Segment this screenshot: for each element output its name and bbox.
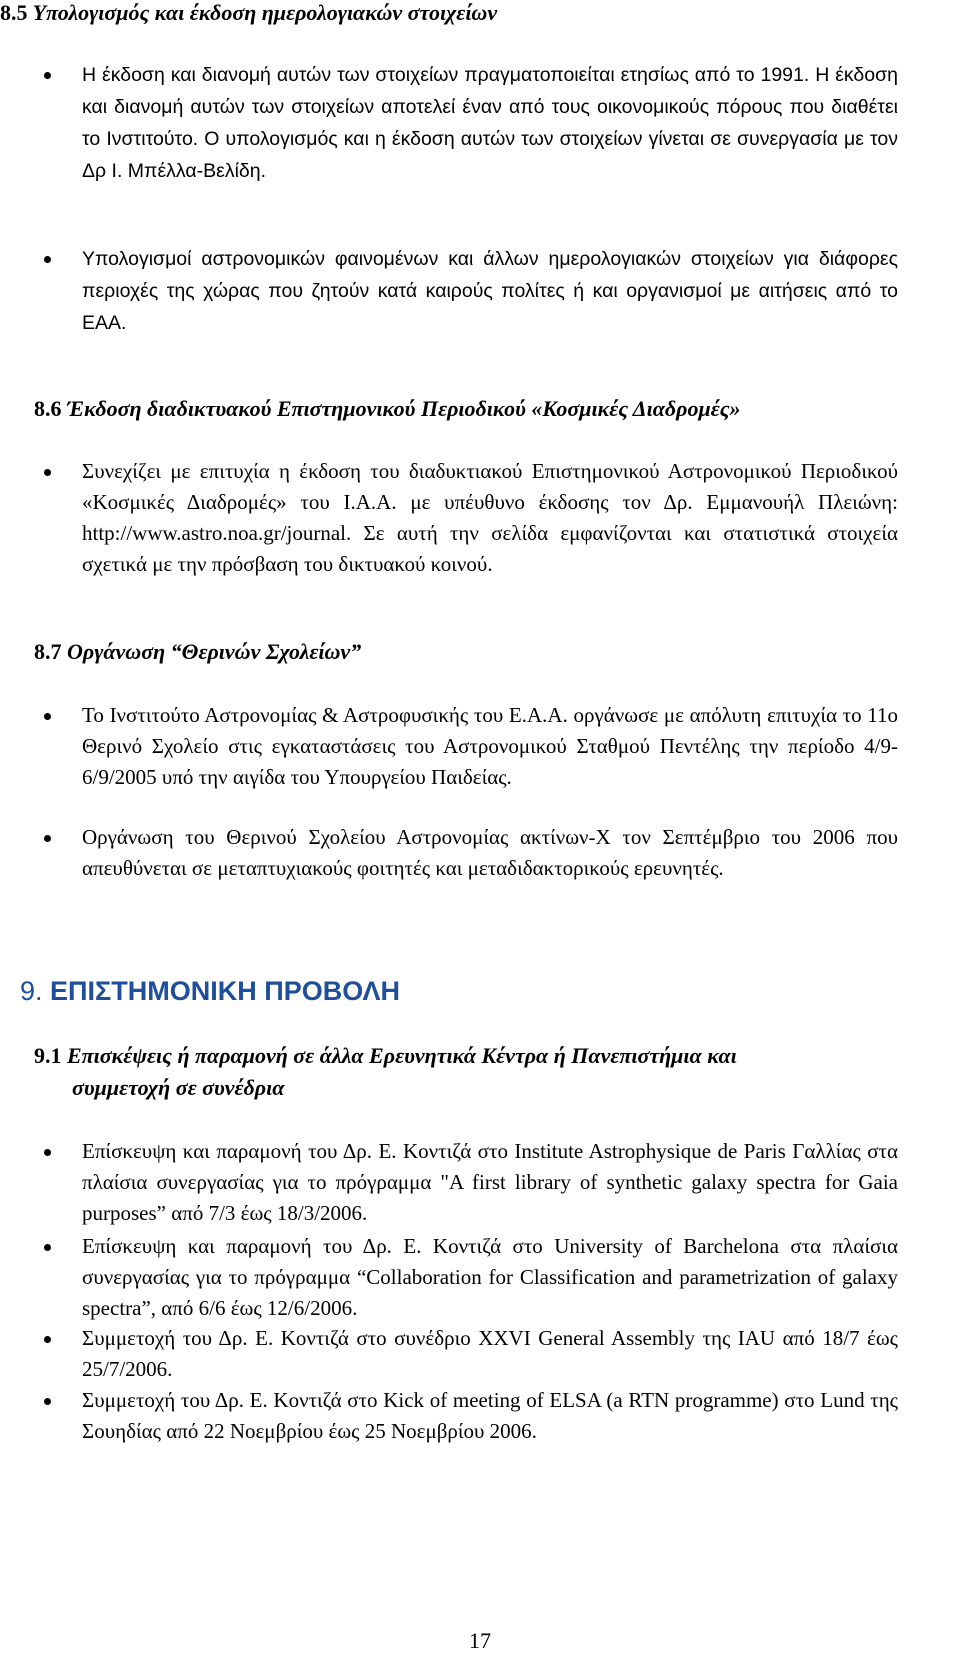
list-item: [82, 59, 898, 187]
list-item-text: Το Ινστιτούτο Αστρονομίας & Αστροφυσικής του Ε.Α.Α. οργάνωσε με απόλυτη επιτυχία το 11ο Θερινό Σχολείο στις εγκαταστάσεις του Αστρονομικού Σταθμού Πεντέλης την περίοδο 4/9-6/9/2005 υπό την αιγίδα του Υπουργείου Παιδείας.: [82, 703, 898, 789]
list-item-text: Οργάνωση του Θερινού Σχολείου Αστρονομίας ακτίνων-Χ τον Σεπτέμβριο του 2006 που απευθύνεται σε μεταπτυχιακούς φοιτητές και μεταδιδακτορικούς ερευνητές.: [82, 825, 898, 880]
section-title: Έκδοση διαδικτυακού Επιστημονικού Περιοδικού «Κοσμικές Διαδρομές»: [67, 396, 741, 421]
list-item: [82, 243, 898, 339]
list-item-text: Επίσκευψη και παραμονή του Δρ. Ε. Κοντιζά στο University of Barchelona στα πλαίσια συνεργασίας για το πρόγραμμα “Collaboration for Classification and parametrization of galaxy spectra”, από 6/6 έως 12/6/2006.: [82, 1234, 898, 1320]
section-number: 8.6: [34, 396, 62, 421]
section-number: 9.1: [34, 1043, 62, 1068]
list-item: [82, 700, 898, 793]
section-heading-9-1-continued: [72, 1075, 284, 1101]
list-item-text: Συμμετοχή του Δρ. Ε. Κοντιζά στο Kick of meeting of ELSA (a RTN programme) στο Lund της Σουηδίας από 22 Νοεμβρίου έως 25 Νοεμβρίου 2006.: [82, 1388, 898, 1443]
section-title: Υπολογισμός και έκδοση ημερολογιακών στοιχείων: [32, 0, 498, 25]
list-item: [82, 1385, 898, 1447]
section-title-continued: συμμετοχή σε συνέδρια: [72, 1075, 285, 1100]
section-title: Οργάνωση “Θερινών Σχολείων”: [67, 639, 362, 664]
section-number: 8.7: [34, 639, 62, 664]
list-item: [82, 1231, 898, 1324]
list-item: [82, 1323, 898, 1385]
list-item: [82, 456, 898, 580]
section-number: 8.5: [0, 0, 28, 25]
section-title: Επισκέψεις ή παραμονή σε άλλα Ερευνητικά Κέντρα ή Πανεπιστήμια και: [67, 1043, 737, 1068]
section-heading-8-7: [34, 639, 361, 665]
section-heading-8-6: [34, 396, 741, 422]
page-number: 17: [469, 1628, 491, 1653]
chapter-title: ΕΠΙΣΤΗΜΟΝΙΚΗ ΠΡΟΒΟΛΗ: [50, 976, 401, 1006]
chapter-number: 9.: [20, 976, 43, 1006]
section-heading-9-1: [34, 1043, 737, 1069]
list-item-text: Η έκδοση και διανομή αυτών των στοιχείων πραγματοποιείται ετησίως από το 1991. Η έκδοση και διανομή αυτών των στοιχείων αποτελεί έναν από τους οικονομικούς πόρους που διαθέτει το Ινστιτούτο. Ο υπολογισμός και η έκδοση αυτών των στοιχείων γίνεται σε συνεργασία με τον Δρ Ι. Μπέλλα-Βελίδη.: [82, 64, 898, 182]
section-heading-8-5: [0, 0, 497, 26]
list-item-text: Συνεχίζει με επιτυχία η έκδοση του διαδυκτιακού Επιστημονικού Αστρονομικού Περιοδικού «Κοσμικές Διαδρομές» του Ι.Α.Α. με υπέυθυνο έκδοσης τον Δρ. Εμμανουήλ Πλειώνη: http://www.astro.noa.gr/journal. Σε αυτή την σελίδα εμφανίζονται και στατιστικά στοιχεία σχετικά με την πρόσβαση του δικτυακού κοινού.: [82, 459, 898, 576]
list-item: [82, 1136, 898, 1229]
list-item: [82, 822, 898, 884]
list-item-text: Επίσκευψη και παραμονή του Δρ. Ε. Κοντιζά στο Institute Astrophysique de Paris Γαλλίας στα πλαίσια συνεργασίας για το πρόγραμμα "A first library of synthetic galaxy spectra for Gaia purposes” από 7/3 έως 18/3/2006.: [82, 1139, 898, 1225]
list-item-text: Συμμετοχή του Δρ. Ε. Κοντιζά στο συνέδριο XXVI General Assembly της IAU από 18/7 έως 25/7/2006.: [82, 1326, 898, 1381]
list-item-text: Υπολογισμοί αστρονομικών φαινομένων και άλλων ημερολογιακών στοιχείων για διάφορες περιοχές της χώρας που ζητούν κατά καιρούς πολίτες ή και οργανισμοί με αιτήσεις από το ΕΑΑ.: [82, 248, 898, 334]
chapter-heading-9: [20, 974, 400, 1008]
